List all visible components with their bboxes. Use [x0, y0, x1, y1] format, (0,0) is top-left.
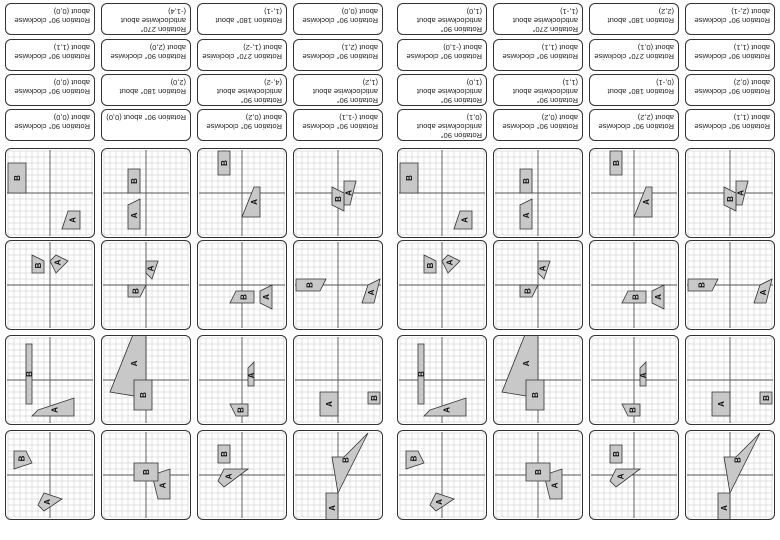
- instruction-card: [589, 39, 679, 71]
- instruction-text: Rotation 180° about (2,2): [607, 7, 674, 25]
- instruction-text: Rotation 90° clockwise about (0,0): [14, 7, 90, 25]
- instruction-text: Rotation 90° clockwise about (0,0): [302, 7, 378, 25]
- shape-label-b: B: [612, 451, 621, 457]
- shape-label-b: B: [522, 178, 531, 184]
- coordinate-grid: [102, 241, 190, 329]
- shape-label-a: A: [247, 372, 256, 379]
- coordinate-grid: [6, 241, 94, 329]
- coordinate-grid: [198, 241, 286, 329]
- shape-label-a: A: [442, 407, 452, 413]
- shape-label-a: A: [130, 360, 139, 367]
- grid-card: [589, 148, 679, 238]
- grid-card: [197, 240, 287, 330]
- instruction-text: Rotation 180° about (2,0): [119, 78, 186, 96]
- instruction-text: Rotation 90° clockwise about (0,0): [14, 78, 90, 96]
- instruction-card: [101, 74, 191, 106]
- coordinate-grid: [102, 431, 190, 519]
- grid-card: [197, 148, 287, 238]
- instruction-card: [293, 39, 383, 71]
- shape-label-b: B: [417, 371, 426, 377]
- shape-label-a: A: [50, 407, 60, 413]
- instruction-card: [293, 3, 383, 35]
- shape-label-b: B: [523, 288, 533, 294]
- shape-label-a: A: [325, 401, 334, 407]
- grid-card: [493, 335, 583, 425]
- shape-label-b: B: [531, 392, 540, 398]
- grid-card: [397, 430, 487, 520]
- grid-card: [589, 430, 679, 520]
- shape-label-a: A: [460, 217, 470, 223]
- grid-card: [293, 430, 383, 520]
- shape-label-b: B: [236, 407, 246, 413]
- coordinate-grid: [398, 241, 486, 329]
- shape-label-b: B: [130, 178, 139, 184]
- grid-card: [293, 148, 383, 238]
- instruction-text: Rotation 90° clockwise about (-1,0): [406, 43, 482, 61]
- coordinate-grid: [198, 149, 286, 237]
- coordinate-grid: [686, 431, 774, 519]
- shape-label-a: A: [250, 199, 259, 205]
- shape-label-b: B: [220, 451, 229, 457]
- grid-card: [685, 335, 775, 425]
- shape-label-b: B: [370, 395, 379, 401]
- grid-card: [5, 240, 95, 330]
- instruction-card: [397, 109, 487, 141]
- shape-label-a: A: [639, 372, 648, 379]
- shape-label-a: A: [720, 505, 729, 511]
- grid-card: [5, 148, 95, 238]
- shape-label-a: A: [43, 499, 52, 505]
- coordinate-grid: [590, 431, 678, 519]
- shape-label-b: B: [334, 196, 343, 202]
- grid-card: [197, 335, 287, 425]
- shape-label-a: A: [759, 289, 768, 296]
- shape-label-a: A: [328, 505, 337, 511]
- coordinate-grid: [494, 241, 582, 329]
- shape-label-b: B: [726, 196, 735, 202]
- instruction-card: [493, 39, 583, 71]
- shape-label-b: B: [13, 175, 22, 181]
- coordinate-grid: [294, 336, 382, 424]
- instruction-card: [5, 74, 95, 106]
- shape-label-b: B: [220, 160, 229, 166]
- instruction-card: [685, 109, 775, 141]
- instruction-card: [5, 39, 95, 71]
- instruction-card: [397, 3, 487, 35]
- grid-card: [493, 430, 583, 520]
- shape-label-b: B: [341, 457, 351, 463]
- grid-card: [101, 148, 191, 238]
- coordinate-grid: [102, 336, 190, 424]
- grid-card: [101, 335, 191, 425]
- shape-label-a: A: [522, 212, 531, 219]
- shape-label-b: B: [34, 262, 43, 269]
- shape-label-a: A: [445, 259, 455, 266]
- coordinate-grid: [294, 431, 382, 519]
- instruction-card: [685, 74, 775, 106]
- instruction-text: Rotation 90° clockwise about (0,2): [206, 113, 282, 131]
- coordinate-grid: [294, 241, 382, 329]
- instruction-text: Rotation 90° clockwise about (1,1): [14, 43, 90, 61]
- grid-card: [685, 240, 775, 330]
- instruction-text: Rotation 270° clockwise about (0,1): [594, 43, 674, 61]
- grid-card: [397, 240, 487, 330]
- instruction-text: Rotation 90° clockwise about (2,0): [110, 43, 186, 61]
- instruction-card: [197, 3, 287, 35]
- instruction-card: [685, 3, 775, 35]
- shape-label-b: B: [305, 282, 315, 288]
- instruction-text: Rotation 90° clockwise about (1,1): [694, 43, 770, 61]
- instruction-text: Rotation 90° anticlockwise about (1,2): [312, 78, 378, 105]
- grid-card: [493, 240, 583, 330]
- instruction-card: [589, 109, 679, 141]
- shape-label-b: B: [409, 455, 419, 462]
- instruction-card: [493, 74, 583, 106]
- shape-label-a: A: [616, 473, 626, 480]
- coordinate-grid: [398, 149, 486, 237]
- coordinate-grid: [294, 149, 382, 237]
- instruction-text: Rotation 90° anticlockwise about (1,1): [512, 78, 578, 105]
- instruction-text: Rotation 90° clockwise about (-1,1): [302, 113, 378, 131]
- shape-label-b: B: [697, 282, 707, 288]
- coordinate-grid: [686, 241, 774, 329]
- shape-label-a: A: [130, 212, 139, 219]
- instruction-card: [685, 39, 775, 71]
- shape-label-b: B: [239, 294, 249, 300]
- coordinate-grid: [494, 149, 582, 237]
- instruction-card: [5, 3, 95, 35]
- coordinate-grid: [494, 431, 582, 519]
- shape-label-a: A: [158, 482, 168, 489]
- grid-card: [397, 148, 487, 238]
- shape-label-b: B: [733, 457, 743, 463]
- coordinate-grid: [494, 336, 582, 424]
- instruction-card: [197, 74, 287, 106]
- coordinate-grid: [686, 149, 774, 237]
- shape-label-b: B: [17, 455, 27, 462]
- instruction-text: Rotation 90° clockwise about (2,-1): [694, 7, 770, 25]
- coordinate-grid: [198, 336, 286, 424]
- shape-label-b: B: [131, 288, 141, 294]
- instruction-card: [493, 3, 583, 35]
- shape-label-a: A: [654, 294, 663, 300]
- instruction-text: Rotation 90° anticlockwise about (4,-2): [216, 78, 282, 105]
- grid-card: [5, 335, 95, 425]
- grid-card: [589, 335, 679, 425]
- grid-card: [685, 148, 775, 238]
- shape-label-a: A: [550, 482, 560, 489]
- grid-card: [589, 240, 679, 330]
- instruction-text: Rotation 90° clockwise about (2,1): [302, 43, 378, 61]
- instruction-text: Rotation 90° anticlockwise about (1,0): [416, 7, 482, 34]
- shape-label-a: A: [344, 190, 354, 196]
- shape-label-b: B: [142, 469, 151, 475]
- instruction-text: Rotation 270° anticlockwise about (-1,4): [120, 7, 186, 34]
- grid-card: [101, 240, 191, 330]
- instruction-text: Rotation 90° clockwise about (0,2): [502, 113, 578, 131]
- coordinate-grid: [102, 149, 190, 237]
- instruction-card: [101, 39, 191, 71]
- instruction-text: Rotation 90° clockwise about (0,0): [14, 113, 90, 131]
- instruction-text: Rotation 270° clockwise about (1,-2): [202, 43, 282, 61]
- shape-label-b: B: [139, 392, 148, 398]
- instruction-text: Rotation 90° anticlockwise about (1,0): [416, 78, 482, 105]
- grid-card: [5, 430, 95, 520]
- instruction-text: Rotation 90° about (0,0): [106, 113, 186, 122]
- shape-label-a: A: [642, 199, 651, 205]
- shape-label-b: B: [628, 407, 638, 413]
- instruction-card: [101, 109, 191, 141]
- instruction-card: [197, 109, 287, 141]
- instruction-text: Rotation 90° clockwise about (1,1): [694, 113, 770, 131]
- instruction-card: [5, 109, 95, 141]
- instruction-text: Rotation 90° anticlockwise about (0,1): [416, 113, 482, 140]
- shape-label-a: A: [68, 217, 78, 223]
- shape-label-b: B: [25, 371, 34, 377]
- instruction-card: [397, 74, 487, 106]
- coordinate-grid: [398, 431, 486, 519]
- grid-card: [101, 430, 191, 520]
- coordinate-grid: [398, 336, 486, 424]
- shape-label-a: A: [367, 289, 376, 296]
- shape-label-a: A: [224, 473, 234, 480]
- instruction-text: Rotation 90° clockwise about (2,2): [598, 113, 674, 131]
- shape-label-a: A: [53, 259, 63, 266]
- instruction-card: [397, 39, 487, 71]
- shape-label-b: B: [405, 175, 414, 181]
- shape-label-a: A: [538, 265, 548, 272]
- instruction-card: [293, 109, 383, 141]
- instruction-card: [197, 39, 287, 71]
- instruction-text: Rotation 180° about (0,-1): [607, 78, 674, 96]
- grid-card: [397, 335, 487, 425]
- coordinate-grid: [590, 336, 678, 424]
- instruction-card: [589, 74, 679, 106]
- instruction-card: [493, 109, 583, 141]
- grid-card: [493, 148, 583, 238]
- instruction-text: Rotation 90° clockwise about (0,2): [694, 78, 770, 96]
- grid-card: [293, 335, 383, 425]
- shape-label-b: B: [762, 395, 771, 401]
- instruction-card: [589, 3, 679, 35]
- instruction-text: Rotation 90° clockwise about (1,1): [502, 43, 578, 61]
- instruction-card: [101, 3, 191, 35]
- shape-label-a: A: [717, 401, 726, 407]
- shape-label-a: A: [146, 265, 156, 272]
- instruction-text: Rotation 180° about (1,-1): [215, 7, 282, 25]
- shape-label-b: B: [631, 294, 641, 300]
- shape-label-a: A: [522, 360, 531, 367]
- instruction-text: Rotation 270° anticlockwise about (1,-1): [512, 7, 578, 34]
- instruction-card: [293, 74, 383, 106]
- grid-card: [293, 240, 383, 330]
- shape-label-a: A: [262, 294, 271, 300]
- coordinate-grid: [198, 431, 286, 519]
- coordinate-grid: [590, 149, 678, 237]
- shape-label-b: B: [534, 469, 543, 475]
- coordinate-grid: [6, 431, 94, 519]
- coordinate-grid: [6, 336, 94, 424]
- grid-card: [685, 430, 775, 520]
- coordinate-grid: [686, 336, 774, 424]
- coordinate-grid: [590, 241, 678, 329]
- shape-label-a: A: [736, 190, 746, 196]
- grid-card: [197, 430, 287, 520]
- shape-label-a: A: [435, 499, 444, 505]
- shape-label-b: B: [612, 160, 621, 166]
- shape-label-b: B: [426, 262, 435, 269]
- coordinate-grid: [6, 149, 94, 237]
